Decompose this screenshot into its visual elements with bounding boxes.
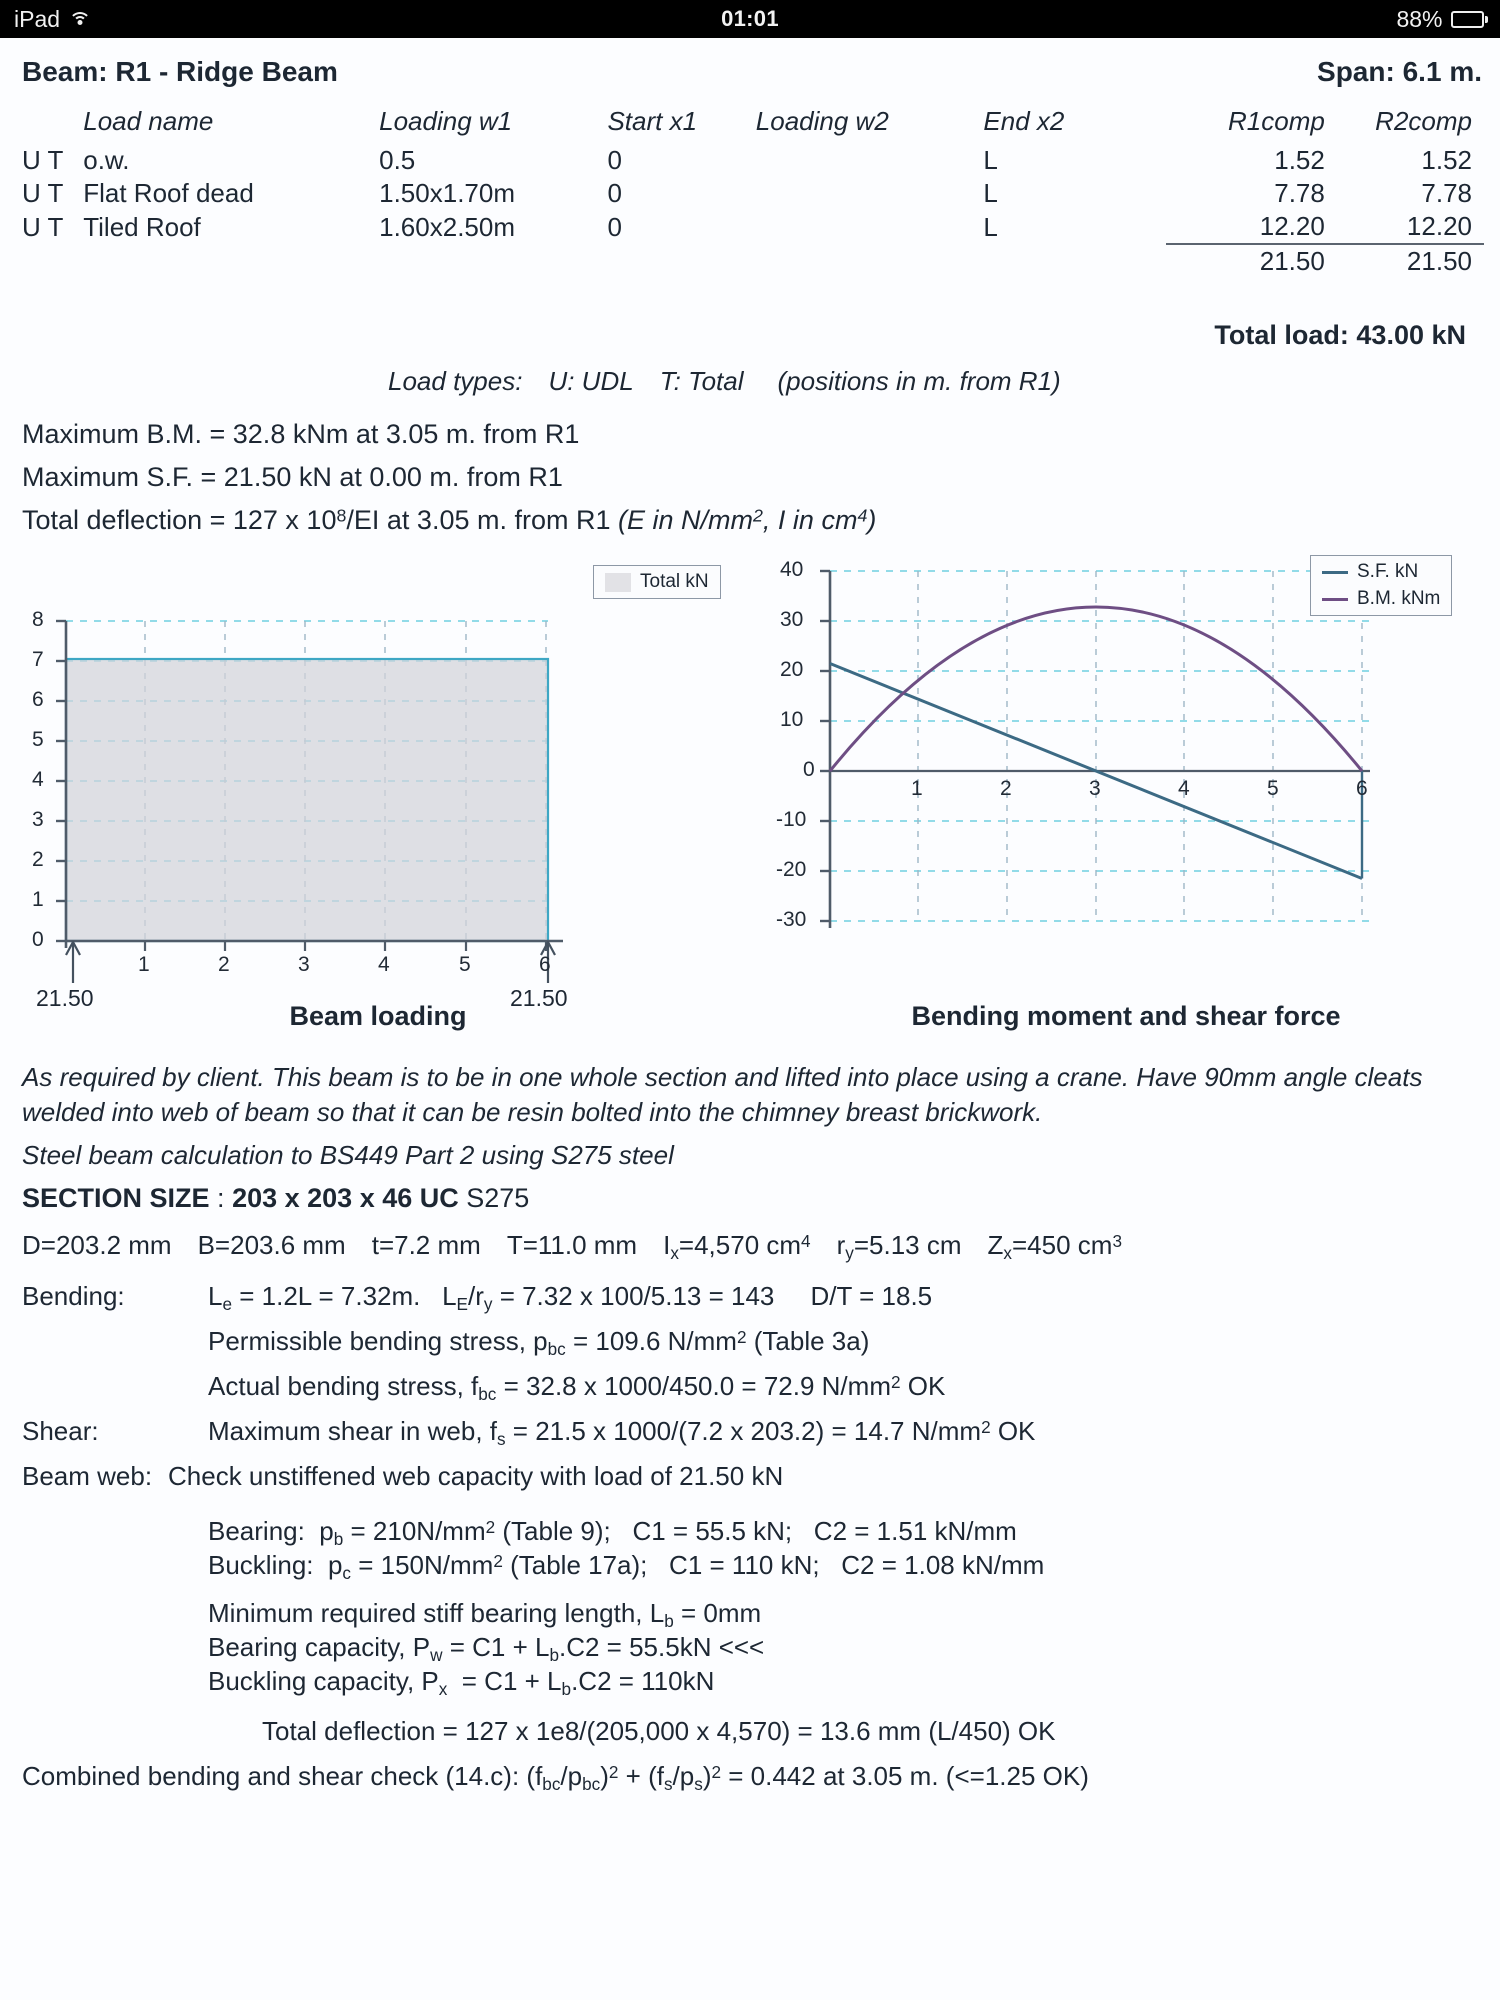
cell-name: o.w.	[83, 145, 130, 175]
legend-label-shear: S.F. kN	[1357, 561, 1419, 582]
span-title: Span: 6.1 m.	[1317, 56, 1482, 87]
reaction-right-label: 21.50	[510, 985, 568, 1011]
client-requirement-note: As required by client. This beam is to be in one whole section and lifted into place using a crane. Have 90mm angle cleats welded into web of beam so that it can be resin bolted into the chimney breast brickwork.	[22, 1062, 1423, 1127]
bending-line-3: Actual bending stress, $f_{bc} = 32.8$ x 1000/450.0 = 72.9 $N/mm^2$ OK	[208, 1371, 946, 1404]
col-loading-w2: Loading w2	[755, 106, 889, 136]
bm-sf-legend	[1310, 555, 1452, 616]
reaction-left-label: 21.50	[36, 985, 94, 1011]
buckling-capacity-line: Buckling capacity, $P_x = C1 + L_b.C2 = 110kN$	[208, 1666, 715, 1699]
y-tick-n10: -10	[776, 808, 807, 831]
total-deflection-line	[22, 505, 876, 536]
shear-line-1: Maximum shear in web, $f_s = 21.5$ x 1000/(7.2 x 203.2) = 14.7 $N/mm^2$ OK	[208, 1416, 1036, 1449]
bm-sf-plot	[770, 553, 1470, 993]
y-tick-5: 5	[32, 728, 44, 751]
section-grade: S275	[466, 1183, 530, 1213]
beam-loading-legend	[593, 565, 721, 599]
y-tick-10: 10	[780, 708, 804, 731]
max-bending-moment-line: Maximum B.M. = 32.8 kNm at 3.05 m. from R1	[22, 419, 580, 449]
cell-w1: 1.60x2.50m	[379, 211, 515, 242]
cell-name: Flat Roof dead	[83, 178, 254, 208]
y-tick-4: 4	[32, 768, 44, 791]
legend-label-moment: B.M. kNm	[1357, 588, 1441, 609]
prop-zx: $Z_x=450$ $cm^3$	[987, 1230, 1122, 1263]
beam-loading-plot	[18, 553, 738, 993]
beam-name: R1 - Ridge Beam	[115, 56, 338, 87]
table-totals-row	[22, 244, 1484, 278]
cell-w2	[756, 210, 984, 244]
col-r2comp: R2comp	[1375, 106, 1472, 136]
loads-table	[22, 106, 1484, 278]
max-shear-force-line: Maximum S.F. = 21.50 kN at 0.00 m. from R1	[22, 462, 563, 492]
cell-type: U T	[22, 211, 64, 242]
col-load-name: Load name	[83, 106, 214, 136]
deflection-exponent: 8	[336, 505, 347, 526]
cell-w1: 1.50x1.70m	[379, 178, 515, 208]
cell-x2: L	[983, 145, 998, 175]
section-size-colon: :	[217, 1183, 225, 1213]
y-tick-n30: -30	[776, 908, 807, 931]
cell-r2comp: 7.78	[1421, 178, 1472, 208]
total-r1comp: 21.50	[1259, 246, 1325, 276]
prop-width: B=203.6 mm	[197, 1230, 346, 1260]
x-tick-1: 1	[911, 777, 923, 800]
y-tick-marks	[56, 621, 66, 941]
deflection-rest: /EI at 3.05 m. from R1	[346, 505, 611, 535]
total-load-label: Total load: 43.00 kN	[1214, 320, 1466, 350]
grid-horizontal	[830, 571, 1370, 921]
y-tick-2: 2	[32, 848, 44, 871]
x-tick-4: 4	[378, 953, 390, 976]
cell-x1: 0	[607, 211, 622, 242]
bm-sf-caption: Bending moment and shear force	[911, 1001, 1341, 1031]
section-properties-line	[22, 1230, 1148, 1264]
buckling-line: Buckling: $p_c = 150N/mm^2$ (Table 17a); C1 = 110 kN; C2 = 1.08 kN/mm	[208, 1550, 1045, 1583]
legend-line-moment-icon	[1322, 598, 1348, 601]
total-deflection-check-line: Total deflection = 127 x 1e8/(205,000 x 4,570) = 13.6 mm (L/450) OK	[262, 1716, 1056, 1746]
bearing-line: Bearing: $p_b = 210N/mm^2$ (Table 9); C1 = 55.5 kN; C2 = 1.51 kN/mm	[208, 1516, 1017, 1549]
section-size-line	[22, 1183, 529, 1214]
table-row	[22, 210, 1484, 244]
cell-r2comp: 1.52	[1421, 145, 1472, 175]
beam-web-line-1: Check unstiffened web capacity with load of 21.50 kN	[168, 1461, 784, 1491]
y-tick-40: 40	[780, 558, 804, 581]
prop-ix: $I_x=4,570$ $cm^4$	[663, 1230, 811, 1263]
total-r2comp: 21.50	[1406, 246, 1472, 276]
x-tick-3: 3	[1089, 777, 1101, 800]
x-tick-4: 4	[1178, 777, 1190, 800]
y-tick-0: 0	[32, 928, 44, 951]
load-types-legend	[388, 366, 1061, 397]
section-size-value: 203 x 203 x 46 UC	[232, 1183, 459, 1213]
table-row	[22, 177, 1484, 210]
legend-item-total-kn	[605, 571, 709, 593]
beam-loading-chart	[18, 553, 738, 1033]
y-tick-6: 6	[32, 688, 44, 711]
cell-r1comp: 7.78	[1274, 178, 1325, 208]
report-sheet	[0, 38, 1500, 2000]
beam-label: Beam	[22, 56, 99, 87]
cell-r1comp: 12.20	[1166, 210, 1325, 244]
bearing-capacity-line: Bearing capacity, $P_w = C1 + L_b.C2 = 55.5kN$ <<<	[208, 1632, 765, 1665]
legend-swatch-icon	[605, 573, 631, 592]
report-header	[22, 56, 1482, 88]
legend-item-moment	[1322, 588, 1440, 610]
battery-icon	[1451, 11, 1489, 28]
bm-sf-chart	[770, 553, 1482, 1033]
y-tick-1: 1	[32, 888, 44, 911]
cell-x1: 0	[607, 145, 622, 175]
col-loading-w1: Loading w1	[379, 106, 513, 136]
x-tick-5: 5	[1267, 777, 1279, 800]
deflection-text: Total deflection = 127 x 10	[22, 505, 337, 535]
bending-section-label: Bending:	[22, 1281, 125, 1311]
device-name: iPad	[14, 5, 61, 32]
cell-r2comp: 12.20	[1325, 210, 1484, 244]
span-value: 6.1 m.	[1402, 56, 1482, 87]
y-tick-8: 8	[32, 608, 44, 631]
cell-x2: L	[983, 178, 998, 208]
x-tick-6: 6	[1356, 777, 1368, 800]
battery-percent-label: 88%	[1396, 5, 1443, 32]
y-tick-0: 0	[803, 758, 815, 781]
combined-check-line: Combined bending and shear check (14.c): $(f_{bc}/p_{bc})^2 + (f_s/p_s)^2 = 0.442$ at 3.05 m. (<=1.25 OK)	[22, 1761, 1089, 1794]
status-clock: 01:01	[721, 6, 779, 31]
section-size-label: SECTION SIZE	[22, 1183, 210, 1213]
col-type	[22, 106, 83, 144]
prop-ry: $r_y=5.13$ cm	[836, 1230, 962, 1263]
cell-x1: 0	[607, 178, 622, 208]
load-types-prefix: Load types:	[388, 366, 523, 396]
load-positions-note: (positions in m. from R1)	[777, 366, 1061, 396]
load-type-udl: U: UDL	[548, 366, 634, 396]
beam-web-section-label: Beam web:	[22, 1461, 153, 1491]
loads-table-header-row	[22, 106, 1484, 144]
x-tick-2: 2	[218, 953, 230, 976]
shear-section-label: Shear:	[22, 1416, 99, 1446]
legend-item-shear	[1322, 561, 1440, 583]
cell-name: Tiled Roof	[83, 211, 201, 242]
status-right-group	[1396, 6, 1488, 33]
x-tick-1: 1	[138, 953, 150, 976]
cell-w2	[756, 177, 984, 210]
y-tick-marks	[820, 571, 830, 921]
cell-x2: L	[983, 211, 998, 242]
bending-line-2: Permissible bending stress, $p_{bc} = 109.6$ $N/mm^2$ (Table 3a)	[208, 1326, 870, 1359]
table-row	[22, 144, 1484, 177]
prop-web-thickness: t=7.2 mm	[371, 1230, 481, 1260]
y-tick-7: 7	[32, 648, 44, 671]
beam-title: Beam: R1 - Ridge Beam	[22, 56, 338, 87]
x-tick-marks	[145, 941, 546, 951]
design-standard-note: Steel beam calculation to BS449 Part 2 using S275 steel	[22, 1140, 674, 1170]
udl-load-block	[66, 659, 548, 941]
legend-line-shear-icon	[1322, 571, 1348, 574]
cell-w2	[756, 144, 984, 177]
y-tick-30: 30	[780, 608, 804, 631]
cell-type: U T	[22, 178, 64, 208]
bending-line-1: $L_e = 1.2L = 7.32m$. $L_E/r_y = 7.32$ x 100/5.13 = 143 D/T = 18.5	[208, 1281, 933, 1314]
cell-w1: 0.5	[379, 145, 416, 175]
grid-vertical	[918, 571, 1362, 921]
prop-depth: D=203.2 mm	[22, 1230, 172, 1260]
col-end-x2: End x2	[983, 106, 1065, 136]
deflection-units: (E in $N/mm^2$, I in $cm^4$)	[618, 505, 877, 535]
cell-r1comp: 1.52	[1274, 145, 1325, 175]
y-tick-20: 20	[780, 658, 804, 681]
y-tick-3: 3	[32, 808, 44, 831]
ios-status-bar	[0, 0, 1500, 38]
span-label: Span	[1317, 56, 1386, 87]
y-tick-n20: -20	[776, 858, 807, 881]
x-tick-3: 3	[298, 953, 310, 976]
x-tick-5: 5	[459, 953, 471, 976]
col-r1comp: R1comp	[1228, 106, 1325, 136]
x-tick-2: 2	[1000, 777, 1012, 800]
min-bearing-length-line: Minimum required stiff bearing length, $L_b = 0mm$	[208, 1598, 762, 1631]
prop-flange-thickness: T=11.0 mm	[506, 1230, 638, 1260]
load-type-total: T: Total	[659, 366, 744, 396]
beam-loading-caption: Beam loading	[289, 1001, 467, 1031]
cell-type: U T	[22, 145, 64, 175]
x-tick-6: 6	[539, 953, 551, 976]
col-start-x1: Start x1	[607, 106, 698, 136]
legend-label-total-kn: Total kN	[640, 571, 709, 592]
